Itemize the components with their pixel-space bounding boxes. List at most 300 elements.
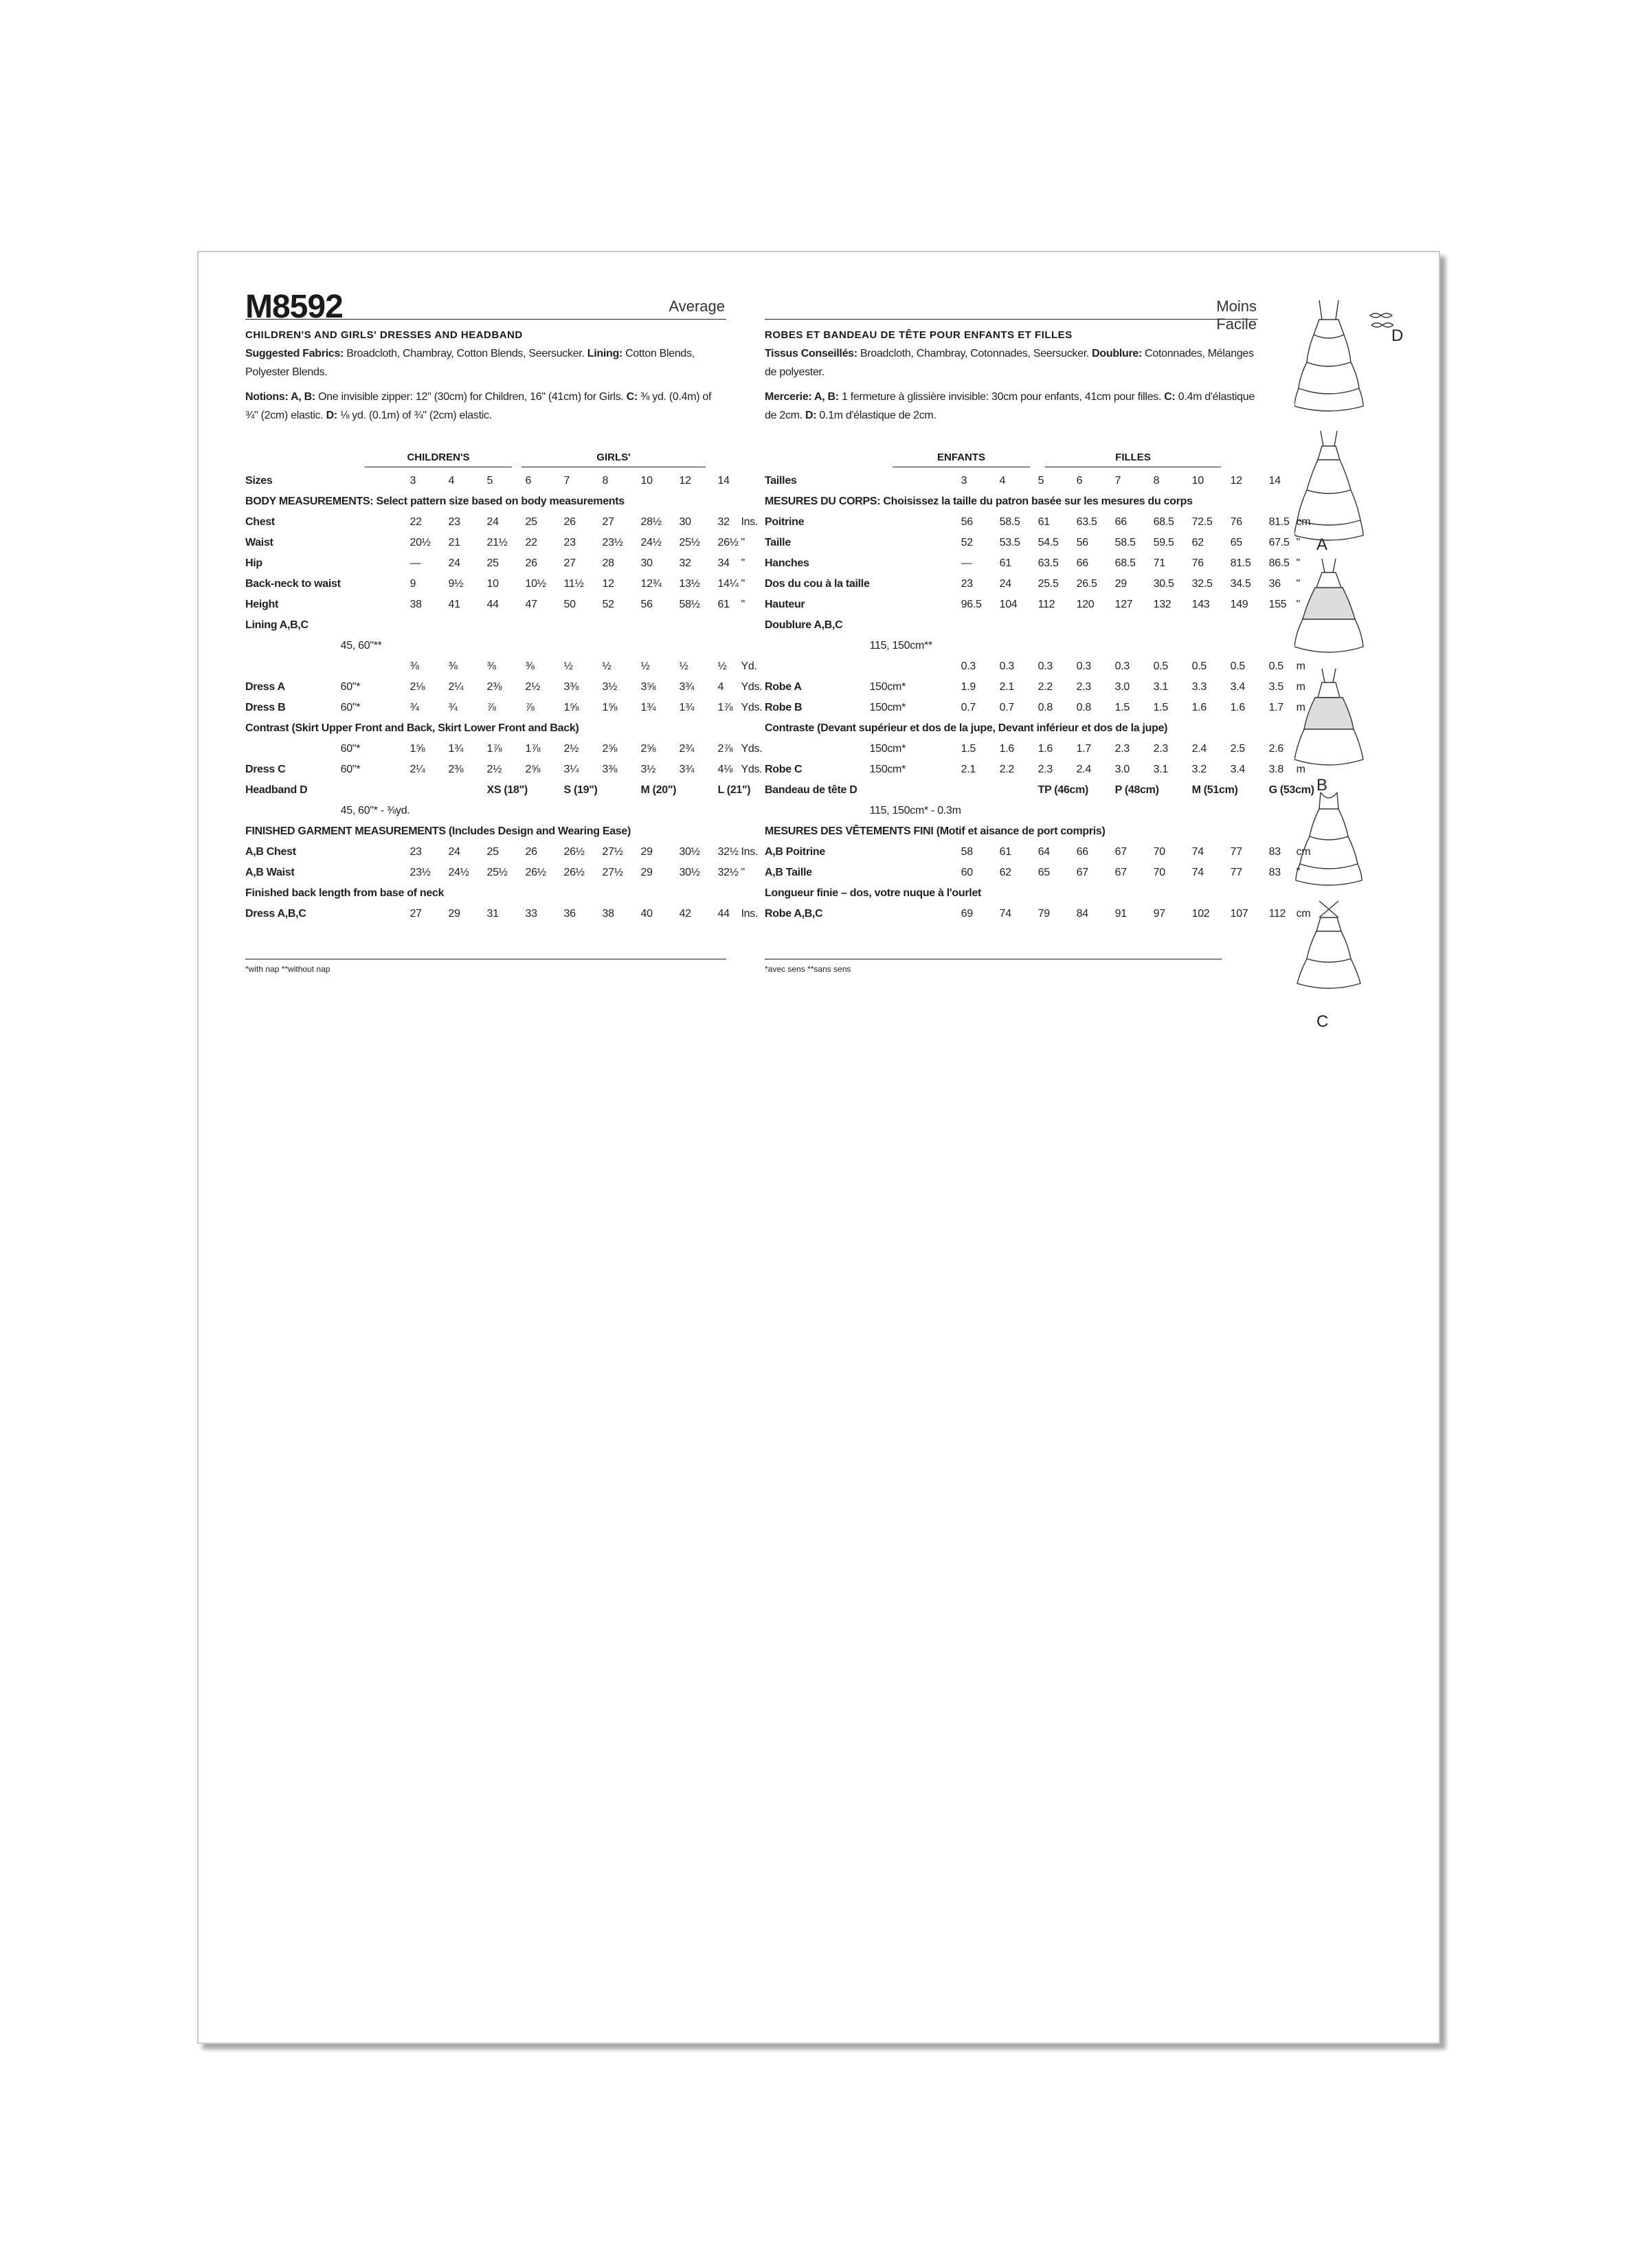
table-cell xyxy=(961,636,1000,656)
row-label: Poitrine xyxy=(765,516,805,528)
table-cell: 2.3 xyxy=(1037,764,1053,775)
table-cell: 0.5 xyxy=(1230,660,1245,672)
row-label xyxy=(765,801,870,821)
table-cell: ½ xyxy=(679,660,688,672)
fabrics-text: Broadcloth, Chambray, Cotton Blends, Seersucker. xyxy=(344,348,587,359)
row-label xyxy=(245,636,341,656)
table-row xyxy=(765,677,1321,698)
section-heading-row xyxy=(765,718,1321,739)
table-row xyxy=(765,698,1321,718)
table-cell: 67 xyxy=(1076,867,1088,878)
table-cell: 20½ xyxy=(410,537,431,548)
measurements-table-en xyxy=(245,471,765,924)
table-cell: — xyxy=(961,557,972,569)
table-cell: 26½ xyxy=(563,846,585,858)
fabric-width xyxy=(341,471,410,491)
row-label: Dress A,B,C xyxy=(245,908,306,920)
table-cell: 41 xyxy=(448,599,460,610)
footnote-fr: *avec sens **sans sens xyxy=(765,964,851,974)
unit: Yds. xyxy=(741,764,763,775)
table-cell: 34.5 xyxy=(1230,578,1251,590)
table-cell: 6 xyxy=(525,475,532,487)
table-cell: 127 xyxy=(1114,599,1133,610)
table-cell: 24 xyxy=(448,846,460,858)
headband-size: S (19") xyxy=(563,784,598,796)
table-cell: 27 xyxy=(602,516,614,528)
table-cell: 24 xyxy=(448,557,460,569)
row-label: A,B Chest xyxy=(245,846,296,858)
fabrics-label: Tissus Conseillés: xyxy=(765,348,857,359)
table-cell: 3¾ xyxy=(679,681,695,693)
section-heading: Longueur finie – dos, votre nuque à l'ourlet xyxy=(765,887,982,899)
table-cell: 66 xyxy=(1114,516,1127,528)
table-cell: 23 xyxy=(961,578,973,590)
table-cell: 4 xyxy=(448,475,455,487)
notions-d-label: D: xyxy=(805,410,817,421)
table-cell: 79 xyxy=(1037,908,1050,920)
table-cell: 2½ xyxy=(486,764,502,775)
table-row xyxy=(765,512,1321,533)
table-cell: 71 xyxy=(1153,557,1165,569)
table-cell xyxy=(679,636,717,656)
table-cell: 12 xyxy=(679,475,691,487)
fabrics-en xyxy=(245,344,726,381)
table-cell: 3.8 xyxy=(1268,764,1283,775)
headband-size: G (53cm) xyxy=(1268,784,1314,796)
table-cell xyxy=(1000,801,1038,821)
fabric-width xyxy=(870,553,961,574)
table-cell xyxy=(1077,801,1115,821)
table-cell: 30½ xyxy=(679,846,700,858)
view-b-top-sketch xyxy=(1294,559,1363,652)
row-label: A,B Waist xyxy=(245,867,295,878)
table-cell: 29 xyxy=(640,846,653,858)
table-cell: 58.5 xyxy=(999,516,1020,528)
row-label xyxy=(245,656,341,677)
table-cell xyxy=(1000,636,1038,656)
table-cell: 120 xyxy=(1076,599,1095,610)
fabric-width xyxy=(341,574,410,594)
table-row xyxy=(765,553,1321,574)
unit: Yds. xyxy=(741,702,763,713)
table-cell: 0.3 xyxy=(1076,660,1091,672)
unit: Ins. xyxy=(741,516,759,528)
table-cell: 12 xyxy=(602,578,614,590)
group-girls-en: GIRLS' xyxy=(596,452,631,463)
section-heading: Finished back length from base of neck xyxy=(245,887,445,899)
table-cell: 14 xyxy=(1268,475,1281,487)
table-row xyxy=(765,863,1321,883)
row-label: Robe C xyxy=(765,764,803,775)
table-cell: 1⅝ xyxy=(410,743,425,755)
table-cell: 53.5 xyxy=(999,537,1020,548)
table-cell: 2⅝ xyxy=(602,743,618,755)
table-cell: 72.5 xyxy=(1191,516,1213,528)
measurements-table-fr xyxy=(765,471,1321,924)
lining-label: Lining: xyxy=(587,348,622,359)
fabric-width xyxy=(870,574,961,594)
view-d-headband-sketch xyxy=(1370,313,1393,327)
table-cell: 2½ xyxy=(563,743,579,755)
row-label: Tailles xyxy=(765,475,797,487)
table-cell: 29 xyxy=(1114,578,1127,590)
table-row xyxy=(765,904,1321,924)
table-row xyxy=(765,594,1321,615)
table-cell xyxy=(486,801,525,821)
table-cell xyxy=(525,636,563,656)
table-cell: 27½ xyxy=(602,846,623,858)
table-cell: 10 xyxy=(486,578,499,590)
table-cell: 62 xyxy=(999,867,1011,878)
table-cell: 58 xyxy=(961,846,973,858)
fabric-width xyxy=(870,842,961,863)
table-cell xyxy=(563,636,602,656)
table-cell xyxy=(717,636,741,656)
table-cell: 1.6 xyxy=(1037,743,1053,755)
table-row xyxy=(245,863,765,883)
table-cell: 3.1 xyxy=(1153,681,1168,693)
row-label: Robe A xyxy=(765,681,802,693)
table-cell: 3 xyxy=(410,475,416,487)
unit: " xyxy=(741,578,745,590)
table-cell: 86.5 xyxy=(1268,557,1290,569)
section-heading-row xyxy=(765,491,1321,512)
table-cell: 74 xyxy=(1191,846,1204,858)
table-cell: 1.9 xyxy=(961,681,976,693)
title-rule-en xyxy=(245,319,726,320)
table-cell: 1.6 xyxy=(1191,702,1207,713)
group-children-fr: ENFANTS xyxy=(936,452,985,463)
table-cell: 1¾ xyxy=(679,702,695,713)
view-a-sketch xyxy=(1294,431,1363,540)
view-sketches xyxy=(1294,293,1418,1008)
row-label: Height xyxy=(245,599,278,610)
table-cell: 30.5 xyxy=(1153,578,1174,590)
table-cell: 12 xyxy=(1230,475,1242,487)
fabric-width: 150cm* xyxy=(869,681,906,693)
row-label: Waist xyxy=(245,537,273,548)
table-cell: 10 xyxy=(640,475,653,487)
table-cell: 4 xyxy=(999,475,1006,487)
table-cell: 0.3 xyxy=(999,660,1014,672)
fabric-width: 60"* xyxy=(340,702,361,713)
fabric-width: 150cm* xyxy=(869,702,906,713)
table-cell: 10½ xyxy=(525,578,546,590)
table-cell: 5 xyxy=(486,475,493,487)
table-cell: 70 xyxy=(1153,867,1165,878)
table-cell: 12¾ xyxy=(640,578,662,590)
table-cell: 63.5 xyxy=(1037,557,1059,569)
table-cell xyxy=(1038,636,1077,656)
section-heading-row xyxy=(765,883,1321,904)
table-row xyxy=(765,842,1321,863)
table-cell xyxy=(1269,636,1297,656)
headband-size: L (21") xyxy=(717,784,751,796)
row-label: A,B Poitrine xyxy=(765,846,825,858)
table-cell xyxy=(1192,636,1231,656)
table-cell: 0.3 xyxy=(961,660,976,672)
section-heading: Lining A,B,C xyxy=(245,619,309,631)
table-cell: 3.0 xyxy=(1114,764,1130,775)
table-cell xyxy=(1231,636,1269,656)
headband-size: M (20") xyxy=(640,784,677,796)
table-cell: 1.5 xyxy=(961,743,976,755)
fabrics-fr xyxy=(765,344,1258,381)
row-label: Chest xyxy=(245,516,275,528)
table-cell: 28½ xyxy=(640,516,662,528)
table-cell: 29 xyxy=(448,908,460,920)
table-cell: 107 xyxy=(1230,908,1248,920)
section-heading: BODY MEASUREMENTS: Select pattern size based on body measurements xyxy=(245,496,625,507)
pattern-envelope-back xyxy=(197,251,1440,2044)
table-cell: 52 xyxy=(602,599,614,610)
row-label: Hauteur xyxy=(765,599,805,610)
table-cell: 1⅞ xyxy=(486,743,502,755)
row-label: Dos du cou à la taille xyxy=(765,578,870,590)
table-cell: 1⅞ xyxy=(525,743,541,755)
footnote-en: *with nap **without nap xyxy=(245,964,330,974)
table-cell: 32 xyxy=(717,516,730,528)
table-cell: 2⅜ xyxy=(448,764,464,775)
table-cell: 2¼ xyxy=(410,764,425,775)
fabric-width: 60"* xyxy=(340,743,361,755)
table-row xyxy=(765,471,1321,491)
table-cell: 68.5 xyxy=(1114,557,1136,569)
table-cell: 2.1 xyxy=(961,764,976,775)
table-cell: 3.1 xyxy=(1153,764,1168,775)
table-cell: 2.4 xyxy=(1191,743,1207,755)
table-cell: 83 xyxy=(1268,846,1281,858)
table-cell: 25 xyxy=(525,516,537,528)
table-cell xyxy=(410,801,448,821)
fabric-width: 150cm* xyxy=(869,764,906,775)
view-c-top-sketch xyxy=(1296,792,1362,885)
table-cell: 56 xyxy=(961,516,973,528)
fabric-width xyxy=(870,512,961,533)
headband-size: XS (18") xyxy=(486,784,528,796)
row-label: Hanches xyxy=(765,557,809,569)
table-cell: 32½ xyxy=(717,846,739,858)
table-row xyxy=(245,533,765,553)
table-cell: 61 xyxy=(999,846,1011,858)
table-cell: ⅜ xyxy=(525,660,535,672)
table-cell: 76 xyxy=(1191,557,1204,569)
unit: cm xyxy=(1296,908,1311,920)
unit: m xyxy=(1296,681,1305,693)
table-cell: 97 xyxy=(1153,908,1165,920)
table-cell: 62 xyxy=(1191,537,1204,548)
table-cell: ⅞ xyxy=(525,702,535,713)
table-cell: 81.5 xyxy=(1268,516,1290,528)
unit: " xyxy=(741,599,745,610)
table-cell: 76 xyxy=(1230,516,1242,528)
table-cell: 69 xyxy=(961,908,973,920)
fabric-width: 60"* xyxy=(340,764,361,775)
section-heading-row xyxy=(245,883,765,904)
table-cell: ⅜ xyxy=(486,660,496,672)
notions-fr xyxy=(765,388,1258,425)
lining-text: Cotonnades, Mélanges de polyester. xyxy=(765,348,1254,378)
table-row xyxy=(245,780,765,801)
fabric-width xyxy=(341,863,410,883)
table-row xyxy=(245,904,765,924)
fabric-width xyxy=(870,863,961,883)
table-cell: 26½ xyxy=(525,867,546,878)
unit: Ins. xyxy=(741,908,759,920)
table-cell: 24½ xyxy=(640,537,662,548)
table-cell: ¾ xyxy=(448,702,458,713)
section-heading-row xyxy=(245,491,765,512)
table-cell: 40 xyxy=(640,908,653,920)
table-cell: 50 xyxy=(563,599,576,610)
table-cell: 26½ xyxy=(563,867,585,878)
table-cell: 3 xyxy=(961,475,967,487)
fabric-width xyxy=(341,553,410,574)
table-cell: 34 xyxy=(717,557,730,569)
unit: " xyxy=(741,867,745,878)
table-cell: 23 xyxy=(563,537,576,548)
unit: " xyxy=(741,557,745,569)
table-cell: 29 xyxy=(640,867,653,878)
unit: Yd. xyxy=(741,660,757,672)
table-cell: 27 xyxy=(410,908,422,920)
section-heading: Doublure A,B,C xyxy=(765,619,843,631)
table-cell: 63.5 xyxy=(1076,516,1097,528)
fabric-width xyxy=(870,904,961,924)
table-cell: 23½ xyxy=(410,867,431,878)
table-cell: 112 xyxy=(1268,908,1286,920)
table-cell: 42 xyxy=(679,908,691,920)
table-cell: 30 xyxy=(640,557,653,569)
table-cell: 38 xyxy=(410,599,422,610)
table-cell xyxy=(1154,801,1192,821)
table-cell: 65 xyxy=(1037,867,1050,878)
fabric-width: 45, 60"* - ⅜yd. xyxy=(340,805,410,816)
notions-c-label: C: xyxy=(1164,391,1176,403)
table-cell: 25½ xyxy=(679,537,700,548)
table-cell: 5 xyxy=(1037,475,1044,487)
table-cell: ⅜ xyxy=(410,660,419,672)
table-cell: 132 xyxy=(1153,599,1171,610)
unit xyxy=(741,801,765,821)
table-cell: 25½ xyxy=(486,867,508,878)
notions-label: Mercerie: A, B: xyxy=(765,391,839,403)
table-cell: 25 xyxy=(486,846,499,858)
pattern-number: M8592 xyxy=(245,289,343,325)
table-cell: 0.3 xyxy=(1114,660,1130,672)
difficulty-level-en: Average xyxy=(669,298,725,315)
table-cell: 1.6 xyxy=(1230,702,1245,713)
table-cell xyxy=(640,801,679,821)
table-cell: 6 xyxy=(1076,475,1083,487)
title-fr: ROBES ET BANDEAU DE TÊTE POUR ENFANTS ET FILLES xyxy=(765,329,1073,341)
table-cell: 2¼ xyxy=(448,681,464,693)
table-cell: 26½ xyxy=(717,537,739,548)
table-cell xyxy=(1192,801,1231,821)
table-cell: 21½ xyxy=(486,537,508,548)
table-cell: 96.5 xyxy=(961,599,982,610)
table-cell xyxy=(486,636,525,656)
fabric-width xyxy=(341,594,410,615)
table-cell: 27½ xyxy=(602,867,623,878)
row-label: Dress B xyxy=(245,702,286,713)
fabric-width: 45, 60"** xyxy=(340,640,382,652)
table-cell: ½ xyxy=(602,660,612,672)
section-heading-row xyxy=(245,615,765,636)
table-cell: 23 xyxy=(410,846,422,858)
table-cell: ¾ xyxy=(410,702,419,713)
row-label: Hip xyxy=(245,557,262,569)
unit xyxy=(741,471,765,491)
table-cell: 3½ xyxy=(602,681,618,693)
row-label: Dress C xyxy=(245,764,286,775)
table-cell xyxy=(717,801,741,821)
table-cell: 0.8 xyxy=(1037,702,1053,713)
table-cell: 104 xyxy=(999,599,1018,610)
view-label-b: B xyxy=(1316,776,1328,794)
table-cell: ⅞ xyxy=(486,702,496,713)
section-heading-row xyxy=(765,615,1321,636)
table-cell: 33 xyxy=(525,908,537,920)
table-cell: 24 xyxy=(486,516,499,528)
view-c-sketch xyxy=(1297,901,1360,988)
table-cell: 2⅝ xyxy=(640,743,656,755)
row-label: Bandeau de tête D xyxy=(765,784,857,796)
fabric-width: 60"* xyxy=(340,681,361,693)
table-cell xyxy=(410,636,448,656)
table-row xyxy=(245,677,765,698)
fabric-width xyxy=(870,656,961,677)
row-label: Headband D xyxy=(245,784,308,796)
table-cell: 3⅜ xyxy=(563,681,579,693)
unit: m xyxy=(1296,764,1305,775)
table-row xyxy=(765,759,1321,780)
table-cell: 61 xyxy=(1037,516,1050,528)
table-cell: 67 xyxy=(1114,846,1127,858)
unit: " xyxy=(1296,599,1300,610)
table-cell: 83 xyxy=(1268,867,1281,878)
table-cell: 2⅝ xyxy=(525,764,541,775)
unit: " xyxy=(1296,867,1300,878)
row-label: Robe A,B,C xyxy=(765,908,823,920)
table-row xyxy=(245,759,765,780)
table-cell: 7 xyxy=(563,475,570,487)
table-cell: 1⅝ xyxy=(602,702,618,713)
fabric-width xyxy=(341,842,410,863)
table-cell: 28 xyxy=(602,557,614,569)
table-cell: 2⅜ xyxy=(486,681,502,693)
table-cell: 25 xyxy=(486,557,499,569)
section-heading: Contraste (Devant supérieur et dos de la jupe, Devant inférieur et dos de la jupe) xyxy=(765,722,1168,734)
table-cell: 54.5 xyxy=(1037,537,1059,548)
table-cell: 0.7 xyxy=(961,702,976,713)
unit: cm xyxy=(1296,516,1311,528)
lining-label: Doublure: xyxy=(1092,348,1143,359)
table-cell: 44 xyxy=(717,908,730,920)
table-cell: 3⅜ xyxy=(602,764,618,775)
table-cell: 3.3 xyxy=(1191,681,1207,693)
table-cell: 36 xyxy=(563,908,576,920)
table-cell: 2.3 xyxy=(1114,743,1130,755)
table-cell: 23 xyxy=(448,516,460,528)
table-cell xyxy=(563,801,602,821)
table-cell xyxy=(640,636,679,656)
fabric-width: 115, 150cm** xyxy=(869,640,932,652)
table-cell: 32 xyxy=(679,557,691,569)
unit: Yds. xyxy=(741,681,763,693)
table-cell: 58½ xyxy=(679,599,700,610)
fabric-width: 150cm* xyxy=(869,743,906,755)
